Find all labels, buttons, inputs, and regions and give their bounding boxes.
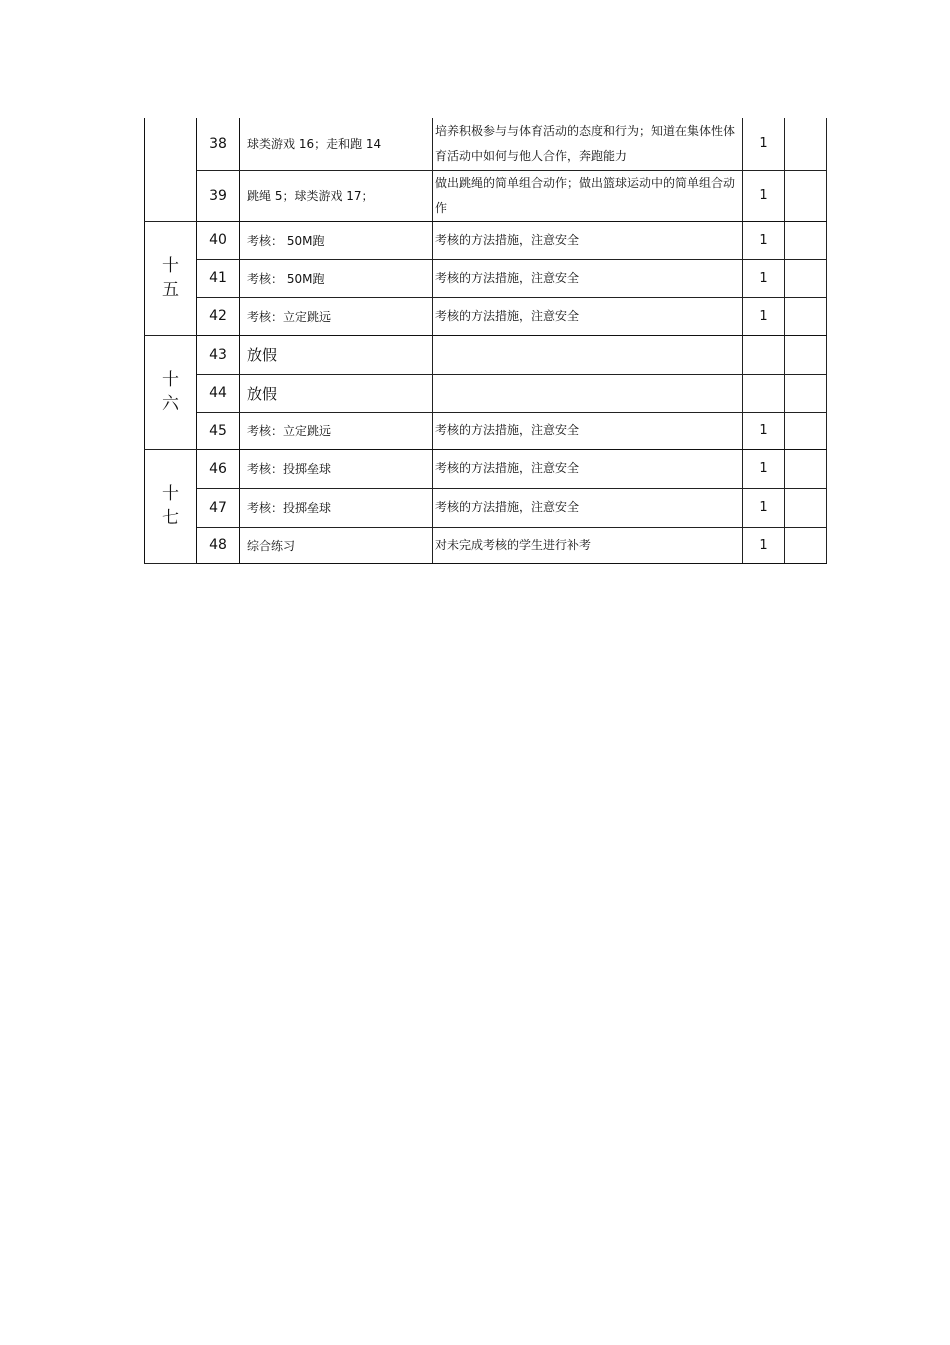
lesson-hours: 1: [743, 259, 785, 297]
lesson-number: 42: [197, 297, 240, 335]
week-cell-previous: [145, 118, 197, 221]
table-row: [145, 449, 827, 488]
lesson-content: 考核：投掷垒球: [240, 449, 433, 488]
lesson-goal: 考核的方法措施，注意安全: [433, 412, 743, 449]
lesson-number: 46: [197, 449, 240, 488]
week-cell-15: 十五: [145, 221, 197, 335]
table-row: [145, 335, 827, 374]
table-row: [145, 527, 827, 563]
lesson-content: 考核： 50M跑: [240, 221, 433, 259]
lesson-content: 考核：投掷垒球: [240, 488, 433, 527]
lesson-goal: 考核的方法措施，注意安全: [433, 488, 743, 527]
table-row: [145, 221, 827, 259]
lesson-content: 考核： 50M跑: [240, 259, 433, 297]
lesson-note: [785, 488, 827, 527]
lesson-goal: 考核的方法措施，注意安全: [433, 449, 743, 488]
lesson-content: 放假: [240, 335, 433, 374]
lesson-note: [785, 118, 827, 170]
lesson-goal: 考核的方法措施，注意安全: [433, 221, 743, 259]
lesson-content: 跳绳 5；球类游戏 17；: [240, 170, 433, 221]
lesson-note: [785, 527, 827, 563]
lesson-note: [785, 412, 827, 449]
lesson-hours: 1: [743, 170, 785, 221]
lesson-hours: 1: [743, 297, 785, 335]
lesson-number: 38: [197, 118, 240, 170]
lesson-content: 放假: [240, 374, 433, 412]
lesson-note: [785, 374, 827, 412]
lesson-content: 球类游戏 16；走和跑 14: [240, 118, 433, 170]
lesson-hours: [743, 374, 785, 412]
lesson-hours: 1: [743, 118, 785, 170]
lesson-number: 43: [197, 335, 240, 374]
lesson-goal: [433, 335, 743, 374]
lesson-goal: 考核的方法措施，注意安全: [433, 259, 743, 297]
table-row: [145, 118, 827, 170]
table-row: [145, 374, 827, 412]
table-row: [145, 488, 827, 527]
lesson-goal: 做出跳绳的简单组合动作；做出篮球运动中的简单组合动作: [433, 170, 743, 221]
lesson-hours: 1: [743, 488, 785, 527]
lesson-number: 45: [197, 412, 240, 449]
lesson-number: 41: [197, 259, 240, 297]
week-cell-17: 十七: [145, 449, 197, 563]
lesson-goal: 培养积极参与与体育活动的态度和行为；知道在集体性体育活动中如何与他人合作，奔跑能力: [433, 118, 743, 170]
lesson-number: 48: [197, 527, 240, 563]
lesson-number: 44: [197, 374, 240, 412]
lesson-hours: 1: [743, 221, 785, 259]
lesson-hours: 1: [743, 412, 785, 449]
table-row: [145, 259, 827, 297]
lesson-hours: 1: [743, 449, 785, 488]
lesson-goal: [433, 374, 743, 412]
lesson-note: [785, 170, 827, 221]
teaching-schedule-table: [144, 118, 827, 564]
lesson-goal: 对未完成考核的学生进行补考: [433, 527, 743, 563]
lesson-note: [785, 221, 827, 259]
lesson-note: [785, 449, 827, 488]
lesson-number: 39: [197, 170, 240, 221]
lesson-number: 40: [197, 221, 240, 259]
lesson-content: 考核：立定跳远: [240, 297, 433, 335]
lesson-number: 47: [197, 488, 240, 527]
table-row: [145, 412, 827, 449]
lesson-goal: 考核的方法措施，注意安全: [433, 297, 743, 335]
lesson-content: 综合练习: [240, 527, 433, 563]
week-cell-16: 十六: [145, 335, 197, 449]
table-row: [145, 170, 827, 221]
lesson-content: 考核：立定跳远: [240, 412, 433, 449]
lesson-note: [785, 335, 827, 374]
lesson-note: [785, 297, 827, 335]
lesson-note: [785, 259, 827, 297]
lesson-hours: 1: [743, 527, 785, 563]
lesson-hours: [743, 335, 785, 374]
table-row: [145, 297, 827, 335]
